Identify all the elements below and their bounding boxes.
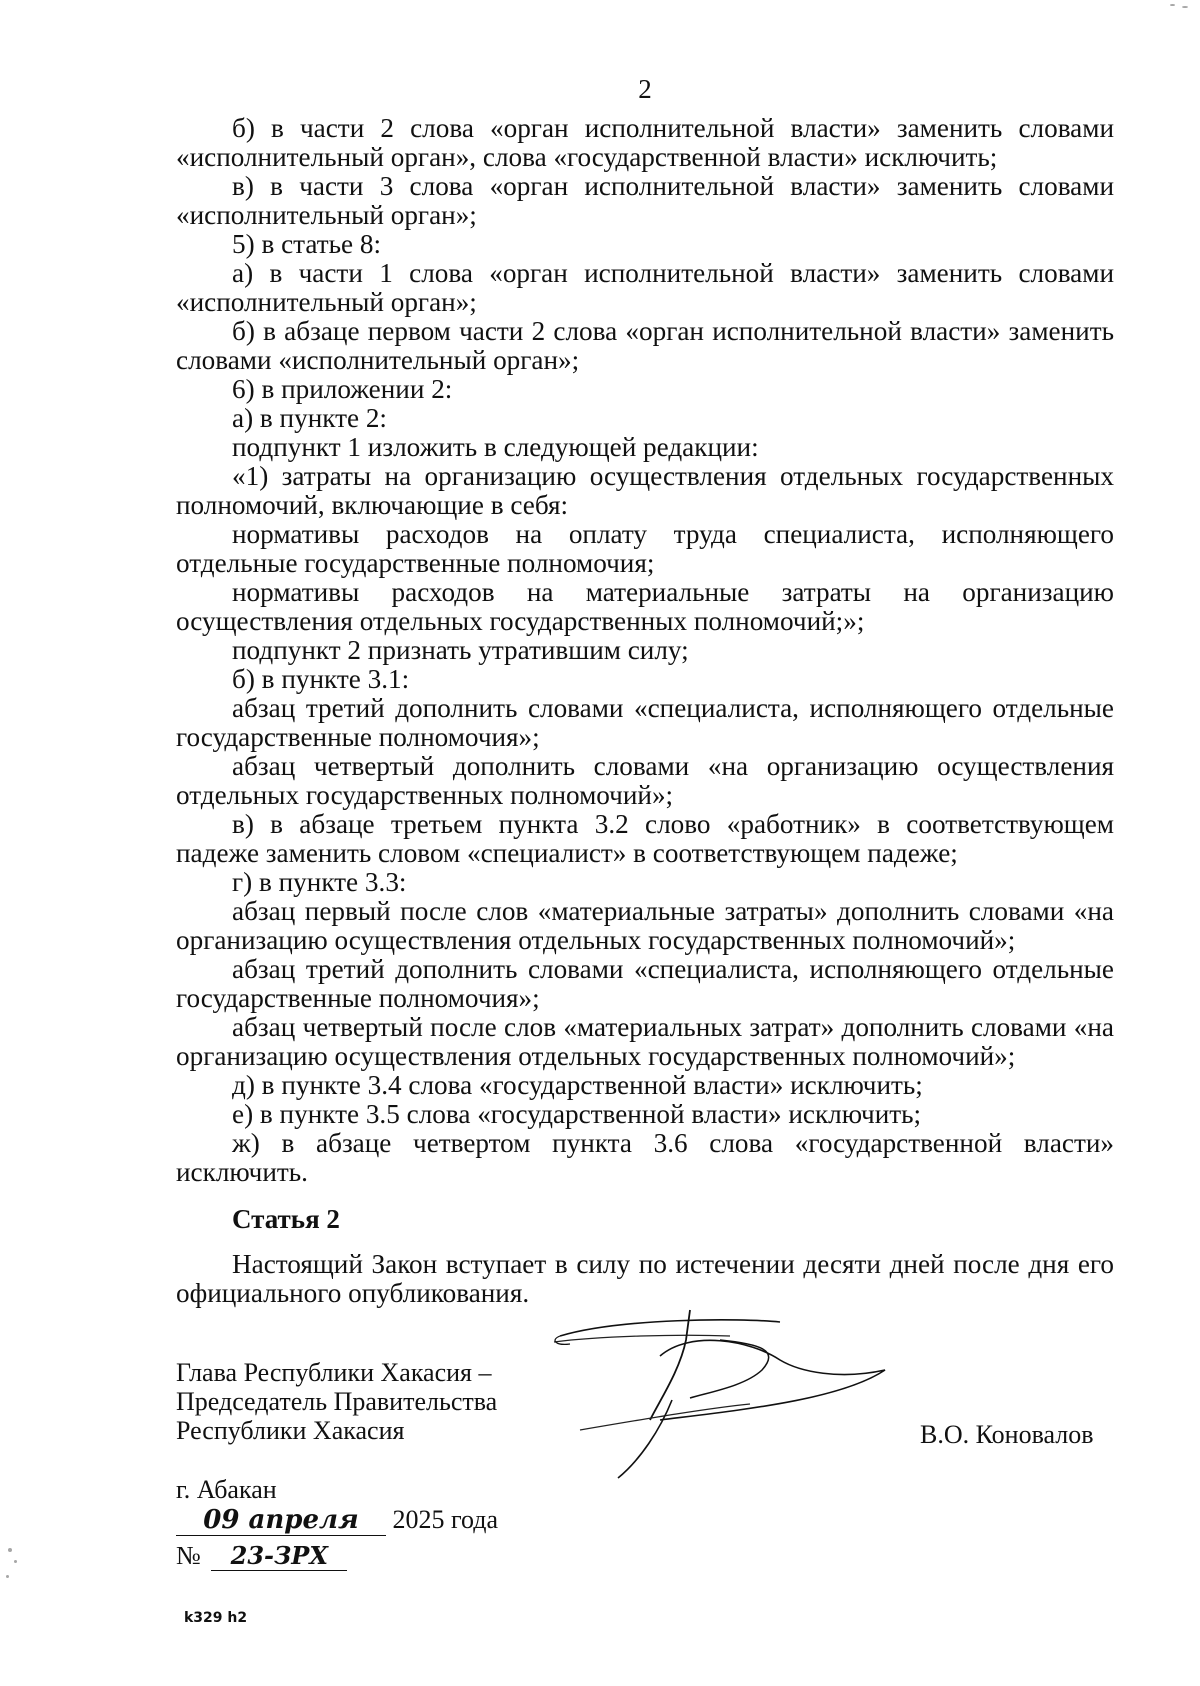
amendment-paragraph: абзац четвертый дополнить словами «на организацию осуществления отдельных государственных полномочий»; — [176, 751, 1114, 810]
amendment-paragraph: подпункт 1 изложить в следующей редакции: — [232, 432, 759, 462]
amendment-text — [176, 114, 1114, 1187]
amendment-paragraph: а) в части 1 слова «орган исполнительной власти» заменить словами «исполнительный орган»; — [176, 258, 1114, 317]
document-code: k329 h2 — [184, 1610, 248, 1626]
scan-speck — [14, 1560, 17, 1563]
signatory-title-line: Республики Хакасия — [176, 1416, 405, 1445]
amendment-paragraph: г) в пункте 3.3: — [232, 867, 407, 897]
article-paragraph: Настоящий Закон вступает в силу по истечении десяти дней после дня его официального опубликования. — [176, 1249, 1114, 1308]
amendment-paragraph: 6) в приложении 2: — [232, 374, 453, 404]
amendment-paragraph: б) в части 2 слова «орган исполнительной власти» заменить словами «исполнительный орган», слова «государственной власти» исключить; — [176, 113, 1114, 172]
signatory-title-line: Глава Республики Хакасия – — [176, 1358, 492, 1387]
amendment-paragraph: нормативы расходов на материальные затраты на организацию осуществления отдельных государственных полномочий;»; — [176, 577, 1114, 636]
amendment-paragraph: подпункт 2 признать утратившим силу; — [232, 635, 689, 665]
amendment-paragraph: абзац четвертый после слов «материальных затрат» дополнить словами «на организацию осуществления отдельных государственных полномочий»; — [176, 1012, 1114, 1071]
amendment-paragraph: б) в пункте 3.1: — [232, 664, 410, 694]
amendment-paragraph: 5) в статье 8: — [232, 229, 382, 259]
number-line — [176, 1541, 347, 1571]
amendment-paragraph: б) в абзаце первом части 2 слова «орган исполнительной власти» заменить словами «исполнительный орган»; — [176, 316, 1114, 375]
signatory-name: В.О. Коновалов — [920, 1420, 1094, 1449]
amendment-paragraph: а) в пункте 2: — [232, 403, 387, 433]
scan-speck — [6, 1575, 9, 1578]
signatory-title-line: Председатель Правительства — [176, 1387, 498, 1416]
handwritten-date: 09 апреля — [176, 1505, 386, 1536]
place: г. Абакан — [176, 1475, 277, 1504]
amendment-paragraph: «1) затраты на организацию осуществления отдельных государственных полномочий, включающие в себя: — [176, 461, 1114, 520]
amendment-paragraph: абзац первый после слов «материальные затраты» дополнить словами «на организацию осуществления отдельных государственных полномочий»; — [176, 896, 1114, 955]
scan-speck — [1170, 4, 1175, 6]
page-number: 2 — [638, 74, 652, 104]
signatory-title — [176, 1358, 497, 1445]
amendment-paragraph: д) в пункте 3.4 слова «государственной власти» исключить; — [232, 1070, 923, 1100]
handwritten-signature — [540, 1300, 900, 1480]
number-sign: № — [176, 1541, 201, 1570]
amendment-paragraph: в) в части 3 слова «орган исполнительной власти» заменить словами «исполнительный орган»; — [176, 171, 1114, 230]
amendment-paragraph: е) в пункте 3.5 слова «государственной власти» исключить; — [232, 1099, 922, 1129]
amendment-paragraph: абзац третий дополнить словами «специалиста, исполняющего отдельные государственные полномочия»; — [176, 693, 1114, 752]
scan-speck — [1182, 6, 1188, 8]
amendment-paragraph: нормативы расходов на оплату труда специалиста, исполняющего отдельные государственные полномочия; — [176, 519, 1114, 578]
amendment-paragraph: ж) в абзаце четвертом пункта 3.6 слова «государственной власти» исключить. — [176, 1128, 1114, 1187]
date-line — [176, 1505, 498, 1536]
amendment-paragraph: в) в абзаце третьем пункта 3.2 слово «работник» в соответствующем падеже заменить словом «специалист» в соответствующем падеже; — [176, 809, 1114, 868]
scan-speck — [8, 1548, 12, 1552]
amendment-paragraph: абзац третий дополнить словами «специалиста, исполняющего отдельные государственные полномочия»; — [176, 954, 1114, 1013]
article-heading: Статья 2 — [232, 1204, 340, 1234]
handwritten-number: 23-ЗРХ — [211, 1541, 347, 1571]
date-year: 2025 года — [392, 1505, 499, 1534]
